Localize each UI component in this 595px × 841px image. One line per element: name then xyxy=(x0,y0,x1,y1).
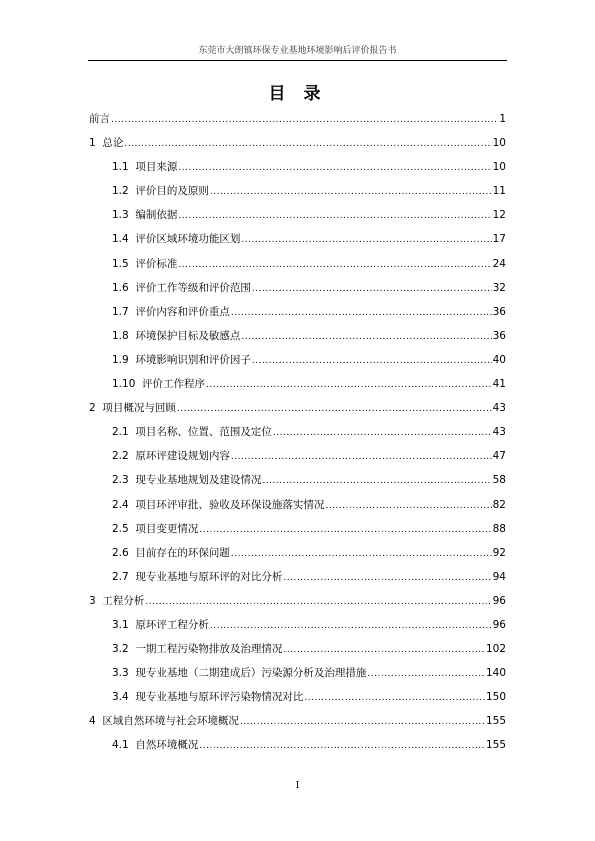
toc-entry-title: 1.5 评价标准 xyxy=(112,257,178,270)
toc-section-entry[interactable] xyxy=(89,179,506,203)
toc-section-entry[interactable] xyxy=(89,420,506,444)
toc-entry-title: 1.9 环境影响识别和评价因子 xyxy=(112,353,251,366)
toc-entry-title: 2.6 目前存在的环保问题 xyxy=(112,546,230,559)
toc-entry-page: 96 xyxy=(492,618,506,631)
toc-section-entry[interactable] xyxy=(89,613,506,637)
header-divider xyxy=(88,60,507,61)
toc-entry-page: 43 xyxy=(492,426,506,439)
toc-section-entry[interactable] xyxy=(89,493,506,517)
toc-entry-title: 2.7 现专业基地与原环评的对比分析 xyxy=(112,570,283,583)
toc-entry-title: 2 项目概况与回顾 xyxy=(89,402,176,415)
toc-entry-page: 10 xyxy=(492,137,506,150)
toc-entry-title: 2.1 项目名称、位置、范围及定位 xyxy=(112,426,272,439)
toc-section-entry[interactable] xyxy=(89,733,506,757)
toc-dot-leader xyxy=(283,638,485,662)
toc-entry-title: 3.2 一期工程污染物排放及治理情况 xyxy=(112,643,283,656)
toc-entry-title: 前言 xyxy=(89,113,110,125)
toc-chapter-entry[interactable] xyxy=(89,589,506,613)
toc-section-entry[interactable] xyxy=(89,276,506,300)
toc-entry-title: 3.4 现专业基地与原环评污染物情况对比 xyxy=(112,691,304,704)
toc-section-entry[interactable] xyxy=(89,348,506,372)
toc-section-entry[interactable] xyxy=(89,372,506,396)
toc-entry-page: 94 xyxy=(492,570,506,583)
toc-entry-title: 2.5 项目变更情况 xyxy=(112,522,199,535)
toc-entry-title: 2.4 项目环评审批、验收及环保设施落实情况 xyxy=(112,498,325,511)
running-header: 东莞市大朗镇环保专业基地环境影响后评价报告书 xyxy=(198,46,397,56)
toc-dot-leader xyxy=(178,253,491,277)
toc-entry-title: 1.8 环境保护目标及敏感点 xyxy=(112,329,241,342)
toc-entry-title: 1.1 项目来源 xyxy=(112,161,178,174)
toc-section-entry[interactable] xyxy=(89,541,506,565)
table-of-contents xyxy=(89,107,506,758)
toc-entry-page: 40 xyxy=(492,353,506,366)
toc-dot-leader xyxy=(178,156,491,180)
toc-section-entry[interactable] xyxy=(89,661,506,685)
toc-entry-page: 58 xyxy=(492,474,506,487)
toc-dot-leader xyxy=(145,590,491,614)
toc-section-entry[interactable] xyxy=(89,565,506,589)
toc-entry-page: 12 xyxy=(492,209,506,222)
toc-dot-leader xyxy=(231,301,492,325)
toc-entry-page: 140 xyxy=(485,667,506,680)
toc-section-entry[interactable] xyxy=(89,685,506,709)
toc-entry-page: 24 xyxy=(492,257,506,270)
toc-section-entry[interactable] xyxy=(89,300,506,324)
toc-entry-title: 4.1 自然环境概况 xyxy=(112,739,199,752)
toc-entry-title: 3.1 原环评工程分析 xyxy=(112,618,209,631)
toc-dot-leader xyxy=(210,614,492,638)
toc-entry-page: 10 xyxy=(492,161,506,174)
toc-section-entry[interactable] xyxy=(89,324,506,348)
toc-entry-title: 4 区域自然环境与社会环境概况 xyxy=(89,715,239,728)
page-title: 目 录 xyxy=(268,84,327,104)
toc-entry-page: 36 xyxy=(492,305,506,318)
toc-entry-title: 3.3 现专业基地（二期建成后）污染源分析及治理措施 xyxy=(112,667,367,680)
toc-chapter-entry[interactable] xyxy=(89,709,506,733)
toc-entry-title: 2.3 现专业基地规划及建设情况 xyxy=(112,474,262,487)
toc-entry-page: 47 xyxy=(492,450,506,463)
toc-dot-leader xyxy=(240,710,485,734)
toc-section-entry[interactable] xyxy=(89,517,506,541)
toc-section-entry[interactable] xyxy=(89,203,506,227)
toc-entry-page: 11 xyxy=(492,185,506,198)
toc-dot-leader xyxy=(199,518,491,542)
toc-dot-leader xyxy=(231,542,492,566)
toc-chapter-entry[interactable] xyxy=(89,107,506,131)
toc-dot-leader xyxy=(241,228,491,252)
toc-dot-leader xyxy=(367,662,485,686)
toc-section-entry[interactable] xyxy=(89,637,506,661)
toc-dot-leader xyxy=(111,108,498,132)
toc-dot-leader xyxy=(199,734,485,758)
toc-chapter-entry[interactable] xyxy=(89,396,506,420)
toc-entry-page: 1 xyxy=(499,113,506,125)
toc-entry-title: 2.2 原环评建设规划内容 xyxy=(112,450,230,463)
toc-dot-leader xyxy=(325,494,491,518)
toc-dot-leader xyxy=(124,132,491,156)
toc-dot-leader xyxy=(206,373,492,397)
toc-entry-page: 155 xyxy=(485,715,506,728)
toc-dot-leader xyxy=(178,204,491,228)
toc-dot-leader xyxy=(252,349,492,373)
page-number: I xyxy=(295,781,300,791)
toc-dot-leader xyxy=(210,180,492,204)
toc-entry-page: 43 xyxy=(492,402,506,415)
toc-entry-page: 96 xyxy=(492,594,506,607)
toc-entry-title: 1.6 评价工作等级和评价范围 xyxy=(112,281,251,294)
toc-section-entry[interactable] xyxy=(89,252,506,276)
toc-dot-leader xyxy=(273,421,492,445)
toc-entry-page: 150 xyxy=(485,691,506,704)
toc-entry-page: 32 xyxy=(492,281,506,294)
toc-entry-title: 1.10 评价工作程序 xyxy=(112,378,206,391)
toc-entry-page: 92 xyxy=(492,546,506,559)
toc-entry-title: 1.7 评价内容和评价重点 xyxy=(112,305,230,318)
toc-entry-page: 82 xyxy=(492,498,506,511)
toc-entry-page: 155 xyxy=(485,739,506,752)
toc-entry-title: 1 总论 xyxy=(89,137,124,150)
toc-dot-leader xyxy=(304,686,485,710)
toc-dot-leader xyxy=(241,325,491,349)
toc-dot-leader xyxy=(283,566,491,590)
toc-chapter-entry[interactable] xyxy=(89,131,506,155)
toc-section-entry[interactable] xyxy=(89,444,506,468)
toc-section-entry[interactable] xyxy=(89,227,506,251)
toc-section-entry[interactable] xyxy=(89,468,506,492)
toc-dot-leader xyxy=(177,397,492,421)
toc-dot-leader xyxy=(252,277,492,301)
toc-entry-page: 17 xyxy=(492,233,506,246)
toc-entry-page: 41 xyxy=(492,378,506,391)
toc-entry-title: 1.3 编制依据 xyxy=(112,209,178,222)
toc-entry-page: 88 xyxy=(492,522,506,535)
toc-dot-leader xyxy=(231,445,492,469)
toc-section-entry[interactable] xyxy=(89,155,506,179)
toc-dot-leader xyxy=(262,469,491,493)
toc-entry-title: 1.2 评价目的及原则 xyxy=(112,185,209,198)
toc-entry-title: 3 工程分析 xyxy=(89,594,145,607)
toc-entry-page: 36 xyxy=(492,329,506,342)
toc-entry-page: 102 xyxy=(485,643,506,656)
toc-entry-title: 1.4 评价区域环境功能区划 xyxy=(112,233,241,246)
